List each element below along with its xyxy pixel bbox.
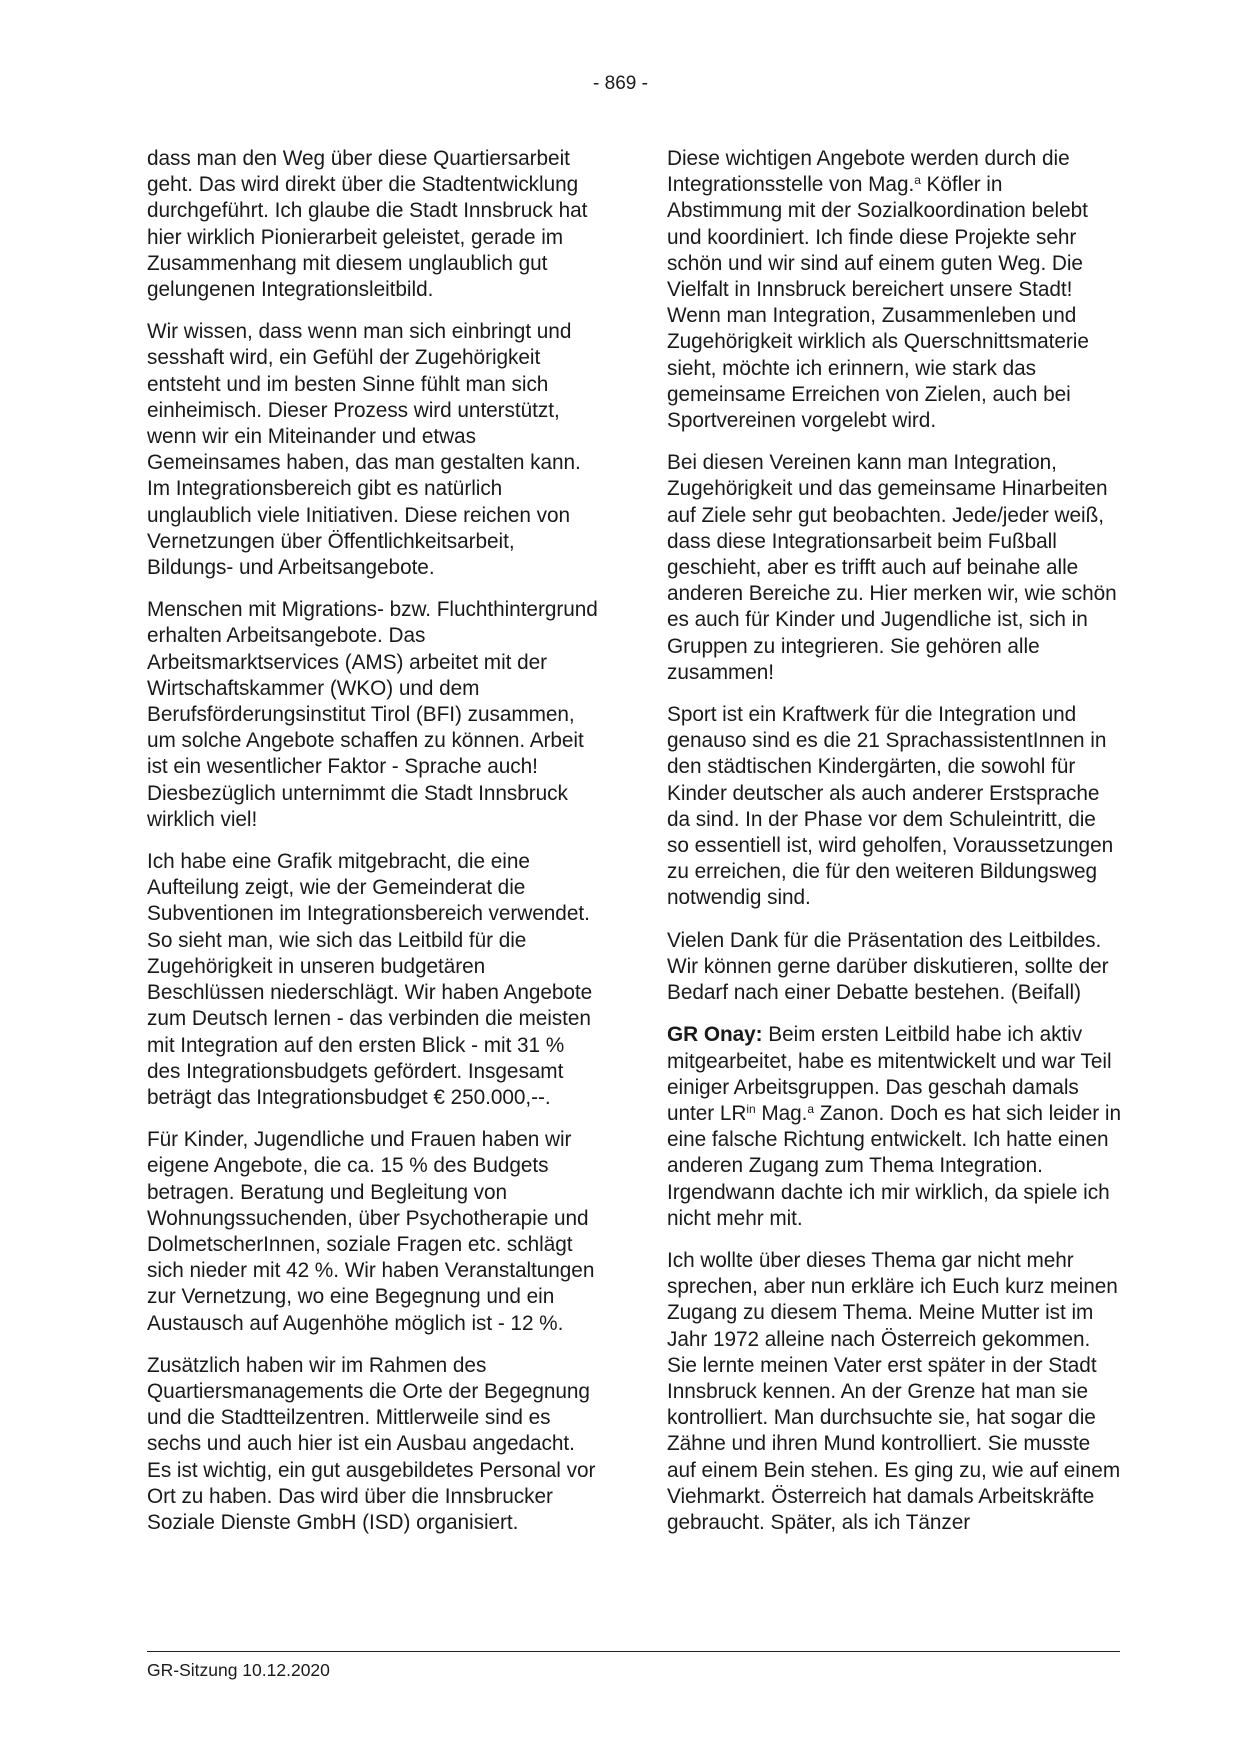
paragraph: Bei diesen Vereinen kann man Integration, Zugehörigkeit und das gemeinsame Hinarbeiten auf Ziele sehr gut beobachten. Jede/jeder weiß, dass diese Integrationsarbeit beim Fußball geschieht, aber es trifft auch auf beinahe alle anderen Bereiche zu. Hier merken wir, wie schön es auch für Kinder und Jugendliche ist, sich in Gruppen zu integrieren. Sie gehören alle zusammen! (667, 451, 1117, 684)
footer-text: GR-Sitzung 10.12.2020 (147, 1660, 330, 1680)
right-column (667, 146, 1122, 1552)
paragraph: dass man den Weg über diese Quartiersarbeit geht. Das wird direkt über die Stadtentwicklung durchgeführt. Ich glaube die Stadt Innsbruck hat hier wirklich Pionierarbeit geleistet, gerade im Zusammenhang mit diesem unglaublich gut gelungenen Integrationsleitbild. (147, 147, 588, 302)
paragraph: Sport ist ein Kraftwerk für die Integration und genauso sind es die 21 SprachassistentInnen in den städtischen Kindergärten, die sowohl für Kinder deutscher als auch anderer Erstsprache da sind. In der Phase vor dem Schuleintritt, die so essentiell ist, wird geholfen, Voraussetzungen zu erreichen, die für den weiteren Bildungsweg notwendig sind. (667, 703, 1114, 910)
paragraph: Zusätzlich haben wir im Rahmen des Quartiersmanagements die Orte der Begegnung und die Stadtteilzentren. Mittlerweile sind es sechs und auch hier ist ein Ausbau angedacht. Es ist wichtig, ein gut ausgebildetes Personal vor Ort zu haben. Das wird über die Innsbrucker Soziale Dienste GmbH (ISD) organisiert. (147, 1353, 596, 1534)
paragraph: Ich wollte über dieses Thema gar nicht mehr sprechen, aber nun erkläre ich Euch kurz meinen Zugang zu diesem Thema. Meine Mutter ist im Jahr 1972 alleine nach Österreich gekommen. Sie lernte meinen Vater erst später in der Stadt Innsbruck kennen. An der Grenze hat man sie kontrolliert. Man durchsuchte sie, hat sogar die Zähne und ihren Mund kontrolliert. Sie musste auf einem Bein stehen. Es ging zu, wie auf einem Viehmarkt. Österreich hat damals Arbeitskräfte gebraucht. Später, als ich Tänzer (667, 1248, 1121, 1534)
superscript: in (746, 1101, 756, 1116)
page-number: - 869 - (593, 73, 648, 94)
paragraph-text: Mag. (755, 1101, 808, 1125)
paragraph (667, 1022, 1122, 1232)
paragraph-text: Diese wichtigen Angebote werden durch die Integrationsstelle von Mag. (667, 147, 1070, 197)
paragraph (667, 146, 1122, 434)
speaker-name: GR Onay: (667, 1023, 763, 1047)
paragraph: Vielen Dank für die Präsentation des Leitbildes. Wir können gerne darüber diskutieren, sollte der Bedarf nach einer Debatte bestehen. (Beifall) (667, 928, 1109, 1005)
left-column (147, 146, 602, 1552)
footer-divider (147, 1651, 1120, 1652)
paragraph-text: Zanon. Doch es hat sich leider in eine falsche Richtung entwickelt. Ich hatte einen anderen Zugang zum Thema Integration. Irgendwann dachte ich mir wirklich, da spiele ich nicht mehr mit. (667, 1101, 1121, 1230)
paragraph: Wir wissen, dass wenn man sich einbringt und sesshaft wird, ein Gefühl der Zugehörigkeit entsteht und im besten Sinne fühlt man sich einheimisch. Dieser Prozess wird unterstützt, wenn wir ein Miteinander und etwas Gemeinsames haben, das man gestalten kann. Im Integrationsbereich gibt es natürlich unglaublich viele Initiativen. Diese reichen von Vernetzungen über Öffentlichkeitsarbeit, Bildungs- und Arbeitsangebote. (147, 320, 581, 580)
paragraph: Ich habe eine Grafik mitgebracht, die eine Aufteilung zeigt, wie der Gemeinderat die Subventionen im Integrationsbereich verwendet. So sieht man, wie sich das Leitbild für die Zugehörigkeit in unseren budgetären Beschlüssen niederschlägt. Wir haben Angebote zum Deutsch lernen - das verbinden die meisten mit Integration auf den ersten Blick - mit 31 % des Integrationsbudgets gefördert. Insgesamt beträgt das Integrationsbudget € 250.000,--. (147, 850, 593, 1109)
paragraph-text: Köfler in Abstimmung mit der Sozialkoordination belebt und koordiniert. Ich finde diese Projekte sehr schön und wir sind auf einem guten Weg. Die Vielfalt in Innsbruck bereichert unsere Stadt! Wenn man Integration, Zusammenleben und Zugehörigkeit wirklich als Querschnittsmaterie sieht, möchte ich erinnern, wie stark das gemeinsame Erreichen von Zielen, auch bei Sportvereinen vorgelebt wird. (667, 173, 1089, 433)
paragraph: Menschen mit Migrations- bzw. Fluchthintergrund erhalten Arbeitsangebote. Das Arbeitsmarktservices (AMS) arbeitet mit der Wirtschaftskammer (WKO) und dem Berufsförderungsinstitut Tirol (BFI) zusammen, um solche Angebote schaffen zu können. Arbeit ist ein wesentlicher Faktor - Sprache auch! Diesbezüglich unternimmt die Stadt Innsbruck wirklich viel! (147, 598, 598, 831)
paragraph-text: Beim ersten Leitbild habe ich aktiv mitgearbeitet, habe es mitentwickelt und war Teil einiger Arbeitsgruppen. Das geschah damals unter LR (667, 1023, 1112, 1125)
superscript: a (807, 1101, 815, 1116)
paragraph: Für Kinder, Jugendliche und Frauen haben wir eigene Angebote, die ca. 15 % des Budgets betragen. Beratung und Begleitung von Wohnungssuchenden, über Psychotherapie und DolmetscherInnen, soziale Fragen etc. schlägt sich nieder mit 42 %. Wir haben Veranstaltungen zur Vernetzung, wo eine Begegnung und ein Austausch auf Augenhöhe möglich ist - 12 %. (147, 1128, 595, 1335)
superscript: a (914, 173, 921, 188)
